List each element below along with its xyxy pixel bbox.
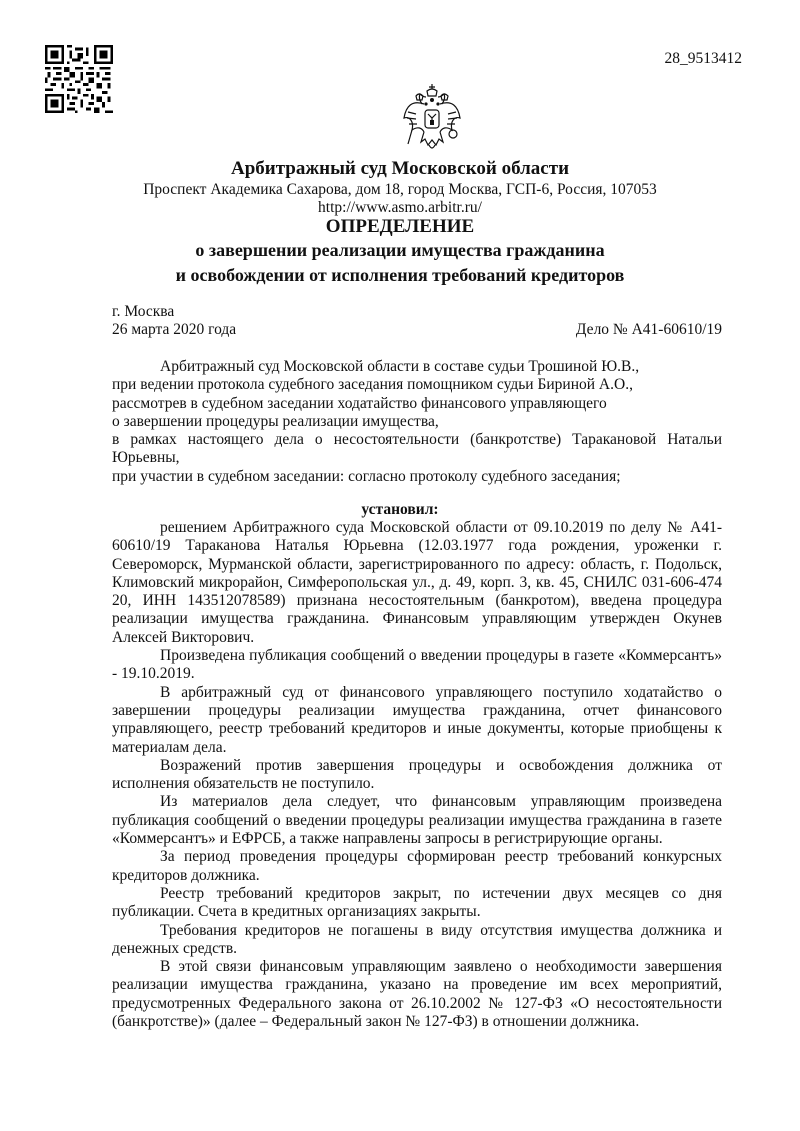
court-address: Проспект Академика Сахарова, дом 18, город Москва, ГСП-6, Россия, 107053 [143, 181, 657, 198]
document-subject-line-2: и освобождении от исполнения требований кредиторов [175, 265, 625, 285]
paragraph: В арбитражный суд от финансового управляющего поступило ходатайство о завершении процедуры реализации имущества гражданина, отчет финансового управляющего, реестр требований кредиторов и иные документы, которые приобщены к материалам дела. [112, 683, 722, 756]
russian-coat-of-arms-icon [402, 82, 462, 156]
intro-line: Юрьевны, [112, 449, 180, 467]
document-city: г. Москва [112, 303, 175, 320]
paragraph: решением Арбитражного суда Московской области от 09.10.2019 по делу № А41-60610/19 Тараканова Наталья Юрьевна (12.03.1977 года рождения, уроженки г. Североморск, Мурманской области, зарегистрированного по адресу: область, г. Подольск, Климовский микрорайон, Симферопольская ул., д. 49, корп. 3, кв. 45, СНИЛС 031-606-474 20, ИНН 143512078589) признана несостоятельным (банкротом), введена процедура реализации имущества гражданина. Финансовым управляющим утвержден Окунев Алексей Викторович. [112, 519, 722, 646]
findings-section [112, 519, 722, 1031]
paragraph: Произведена публикация сообщений о введении процедуры в газете «Коммерсантъ» - 19.10.2019. [112, 647, 722, 683]
document-subject-line-1: о завершении реализации имущества гражданина [195, 240, 605, 260]
court-url-link[interactable]: http://www.asmo.arbitr.ru/ [318, 199, 482, 216]
intro-line: рассмотрев в судебном заседании ходатайство финансового управляющего [112, 394, 607, 412]
intro-line: Арбитражный суд Московской области в составе судьи Трошиной Ю.В., [160, 358, 640, 375]
paragraph: В этой связи финансовым управляющим заявлено о необходимости завершения реализации имущества гражданина, указано на проведение им всех мероприятий, предусмотренных Федерального закона от 26.10.2002 № 127-ФЗ «О несостоятельности (банкротстве)» (далее – Федеральный закон № 127-ФЗ) в отношении должника. [112, 958, 722, 1031]
paragraph: Из материалов дела следует, что финансовым управляющим произведена публикация сообщений о введении процедуры реализации имущества гражданина в газете «Коммерсантъ» и ЕФРСБ, а также направлены запросы в регистрирующие органы. [112, 793, 722, 848]
intro-line: о завершении процедуры реализации имущества, [112, 412, 439, 430]
case-number: Дело № А41-60610/19 [575, 321, 722, 338]
intro-line: при ведении протокола судебного заседания помощником судьи Бириной А.О., [112, 376, 633, 394]
document-date: 26 марта 2020 года [112, 321, 237, 338]
paragraph: Требования кредиторов не погашены в виду отсутствия имущества должника и денежных средств. [112, 921, 722, 957]
intro-line: в рамках настоящего дела о несостоятельности (банкротстве) Таракановой Натальи [112, 431, 722, 449]
qr-code-icon [45, 45, 113, 113]
established-heading: установил: [361, 501, 439, 518]
document-subject [0, 238, 800, 288]
intro-line: при участии в судебном заседании: согласно протоколу судебного заседания; [112, 467, 621, 485]
paragraph: Реестр требований кредиторов закрыт, по истечении двух месяцев со дня публикации. Счета в кредитных организациях закрыты. [112, 884, 722, 921]
court-name: Арбитражный суд Московской области [230, 158, 570, 179]
paragraph: Возражений против завершения процедуры и освобождения должника от исполнения обязательств не поступило. [112, 756, 722, 793]
paragraph: За период проведения процедуры сформирован реестр требований конкурсных кредиторов должника. [112, 848, 722, 884]
intro-section [112, 358, 722, 486]
document-id: 28_9513412 [664, 50, 742, 67]
document-type-title: ОПРЕДЕЛЕНИЕ [325, 216, 475, 237]
